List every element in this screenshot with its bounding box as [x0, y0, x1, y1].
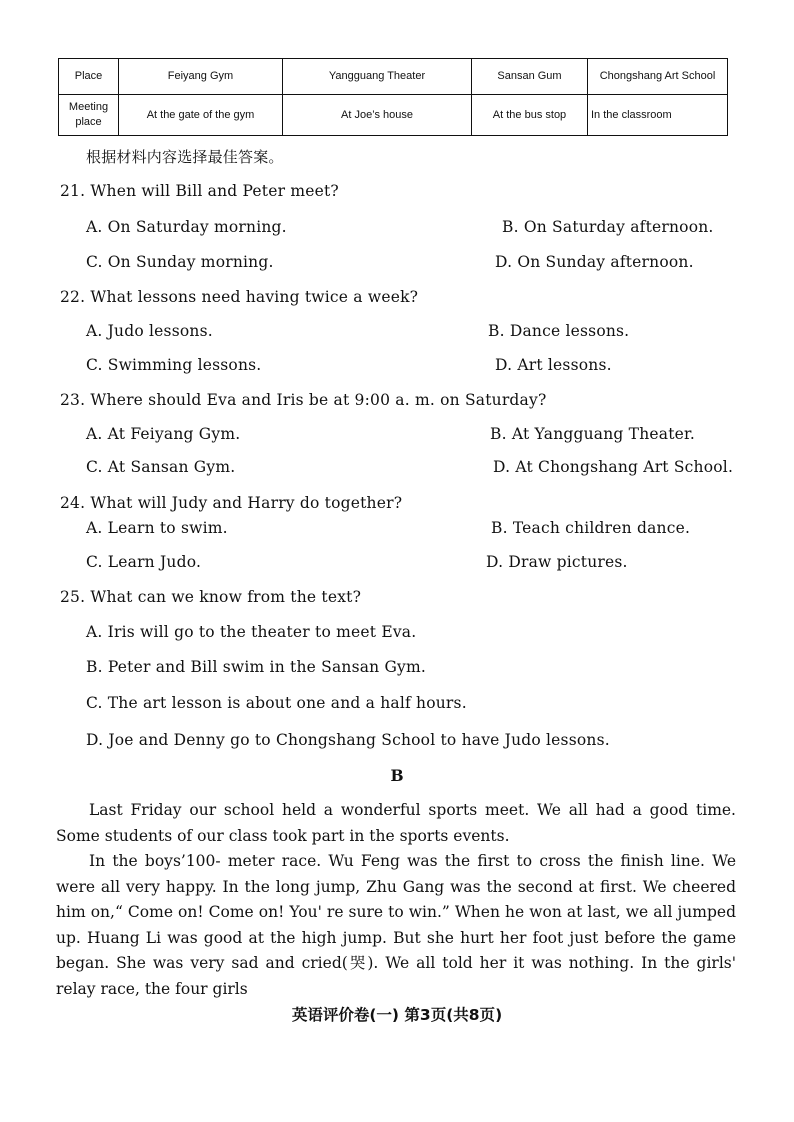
venue-table	[58, 58, 728, 136]
table-row	[59, 59, 728, 95]
table-header-cell: Place	[59, 59, 119, 95]
table-cell: At Joe’s house	[283, 95, 472, 136]
option-d: D. Joe and Denny go to Chongshang School to have Judo lessons.	[86, 731, 610, 749]
option-d: D. Draw pictures.	[486, 553, 628, 571]
option-d: D. On Sunday afternoon.	[495, 253, 694, 271]
passage-paragraph: Last Friday our school held a wonderful sports meet. We all had a good time. Some students of our class took part in the sports events.	[56, 801, 736, 845]
table-header-cell: Meeting place	[59, 95, 119, 136]
question-stem: 23. Where should Eva and Iris be at 9:00 a. m. on Saturday?	[60, 391, 547, 409]
option-b: B. On Saturday afternoon.	[502, 218, 714, 236]
page-footer: 英语评价卷(一) 第3页(共8页)	[291, 1006, 503, 1024]
reading-passage	[56, 798, 736, 1002]
option-d: D. Art lessons.	[495, 356, 612, 374]
option-c: C. On Sunday morning.	[86, 253, 274, 271]
option-b: B. At Yangguang Theater.	[490, 425, 696, 443]
table-row	[59, 95, 728, 136]
table-cell: Feiyang Gym	[119, 59, 283, 95]
option-b: B. Peter and Bill swim in the Sansan Gym.	[86, 658, 427, 676]
section-heading: B	[390, 766, 404, 785]
option-c: C. Swimming lessons.	[86, 356, 262, 374]
option-c: C. The art lesson is about one and a half hours.	[86, 694, 467, 712]
option-c: C. At Sansan Gym.	[86, 458, 236, 476]
table-cell: Yangguang Theater	[283, 59, 472, 95]
question-stem: 21. When will Bill and Peter meet?	[60, 182, 339, 200]
table-cell: At the bus stop	[472, 95, 588, 136]
instruction-text: 根据材料内容选择最佳答案。	[86, 148, 284, 166]
table-cell: At the gate of the gym	[119, 95, 283, 136]
passage-paragraph: In the boys’100- meter race. Wu Feng was the first to cross the finish line. We were all very happy. In the long jump, Zhu Gang was the second at first. We cheered him on,“ Come on! Come on! You' re sure to win.” When he won at last, we all jumped up. Huang Li was good at the high jump. But she hurt her foot just before the game began. She was very sad and cried(哭). We all told her it was nothing. In the girls' relay race, the four girls	[56, 852, 736, 998]
table-cell: In the classroom	[588, 95, 728, 136]
option-a: A. Judo lessons.	[86, 322, 213, 340]
option-b: B. Teach children dance.	[491, 519, 691, 537]
option-a: A. On Saturday morning.	[86, 218, 287, 236]
question-stem: 22. What lessons need having twice a week?	[60, 288, 419, 306]
option-a: A. Learn to swim.	[86, 519, 228, 537]
option-c: C. Learn Judo.	[86, 553, 202, 571]
option-a: A. At Feiyang Gym.	[86, 425, 241, 443]
option-a: A. Iris will go to the theater to meet Eva.	[86, 623, 417, 641]
option-b: B. Dance lessons.	[488, 322, 630, 340]
question-stem: 24. What will Judy and Harry do together?	[60, 494, 403, 512]
question-stem: 25. What can we know from the text?	[60, 588, 362, 606]
table-cell: Sansan Gum	[472, 59, 588, 95]
option-d: D. At Chongshang Art School.	[493, 458, 734, 476]
table-cell: Chongshang Art School	[588, 59, 728, 95]
